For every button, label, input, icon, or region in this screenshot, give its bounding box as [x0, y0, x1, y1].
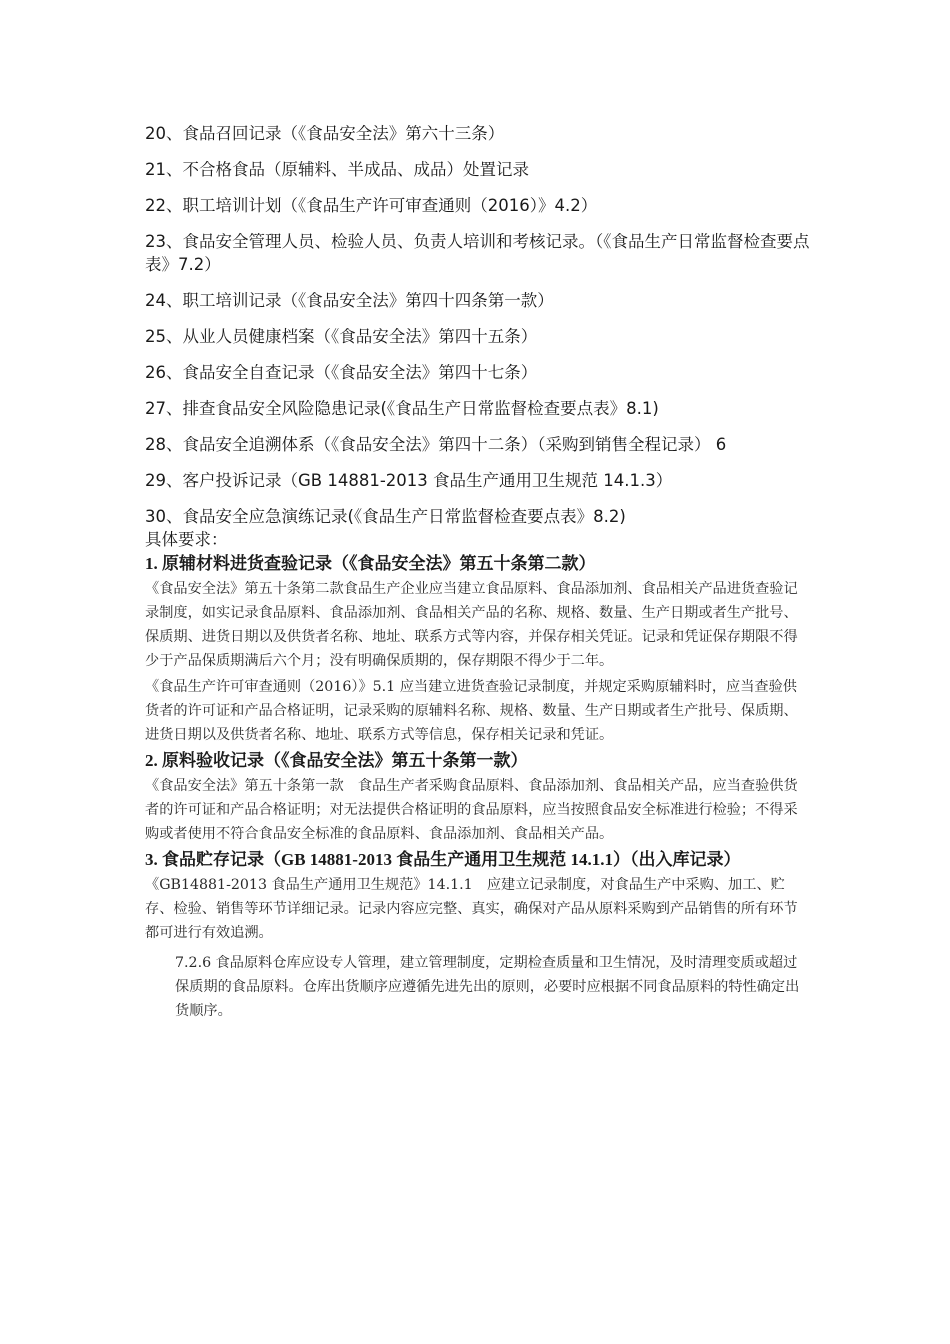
section-paragraph: 《食品安全法》第五十条第一款 食品生产者采购食品原料、食品添加剂、食品相关产品，应当查验供货者的许可证和产品合格证明；对无法提供合格证明的食品原料，应当按照食品安全标准进行检验；不得采购或者使用不符合食品安全标准的食品原料、食品添加剂、食品相关产品。	[145, 778, 798, 842]
section-1	[145, 552, 810, 747]
list-item: 26、食品安全自查记录（《食品安全法》第四十七条）	[145, 363, 538, 382]
list-item: 23、食品安全管理人员、检验人员、负责人培训和考核记录。（《食品生产日常监督检查要点表》7.2）	[145, 232, 810, 274]
list-item: 25、从业人员健康档案（《食品安全法》第四十五条）	[145, 327, 538, 346]
section-heading: 1. 原辅材料进货查验记录（《食品安全法》第五十条第二款）	[145, 554, 596, 573]
section-heading: 2. 原料验收记录（《食品安全法》第五十条第一款）	[145, 751, 528, 770]
list-item: 22、职工培训计划（《食品生产许可审查通则（2016）》4.2）	[145, 196, 598, 215]
list-item: 29、客户投诉记录（GB 14881-2013 食品生产通用卫生规范 14.1.3）	[145, 471, 673, 490]
section-2	[145, 749, 810, 846]
list-item: 27、排查食品安全风险隐患记录(《食品生产日常监督检查要点表》8.1)	[145, 399, 659, 418]
section-paragraph: 《食品生产许可审查通则（2016）》5.1 应当建立进货查验记录制度，并规定采购原辅料时，应当查验供货者的许可证和产品合格证明，记录采购的原辅料名称、规格、数量、生产日期或者生产批号、保质期、进货日期以及供货者名称、地址、联系方式等信息，保存相关记录和凭证。	[145, 679, 798, 743]
section-3	[145, 848, 810, 1023]
section-paragraph: 《食品安全法》第五十条第二款食品生产企业应当建立食品原料、食品添加剂、食品相关产品进货查验记录制度，如实记录食品原料、食品添加剂、食品相关产品的名称、规格、数量、生产日期或者生产批号、保质期、进货日期以及供货者名称、地址、联系方式等内容，并保存相关凭证。记录和凭证保存期限不得少于产品保质期满后六个月；没有明确保质期的，保存期限不得少于二年。	[145, 581, 798, 669]
document-page	[145, 122, 810, 1025]
record-list	[145, 122, 810, 528]
list-item: 20、食品召回记录（《食品安全法》第六十三条）	[145, 124, 505, 143]
section-paragraph-indented: 7.2.6 食品原料仓库应设专人管理，建立管理制度，定期检查质量和卫生情况，及时清理变质或超过保质期的食品原料。仓库出货顺序应遵循先进先出的原则，必要时应根据不同食品原料的特性确定出货顺序。	[175, 955, 800, 1019]
list-item: 21、不合格食品（原辅料、半成品、成品）处置记录	[145, 160, 529, 179]
section-paragraph: 《GB14881-2013 食品生产通用卫生规范》14.1.1 应建立记录制度，对食品生产中采购、加工、贮存、检验、销售等环节详细记录。记录内容应完整、真实，确保对产品从原料采购到产品销售的所有环节都可进行有效追溯。	[145, 877, 798, 941]
requirements-intro: 具体要求：	[145, 530, 228, 549]
list-item: 28、食品安全追溯体系（《食品安全法》第四十二条）（采购到销售全程记录） 6	[145, 435, 727, 454]
section-heading: 3. 食品贮存记录（GB 14881-2013 食品生产通用卫生规范 14.1.1）（出入库记录）	[145, 850, 741, 869]
list-item: 24、职工培训记录（《食品安全法》第四十四条第一款）	[145, 291, 554, 310]
list-item: 30、食品安全应急演练记录(《食品生产日常监督检查要点表》8.2)	[145, 507, 626, 526]
